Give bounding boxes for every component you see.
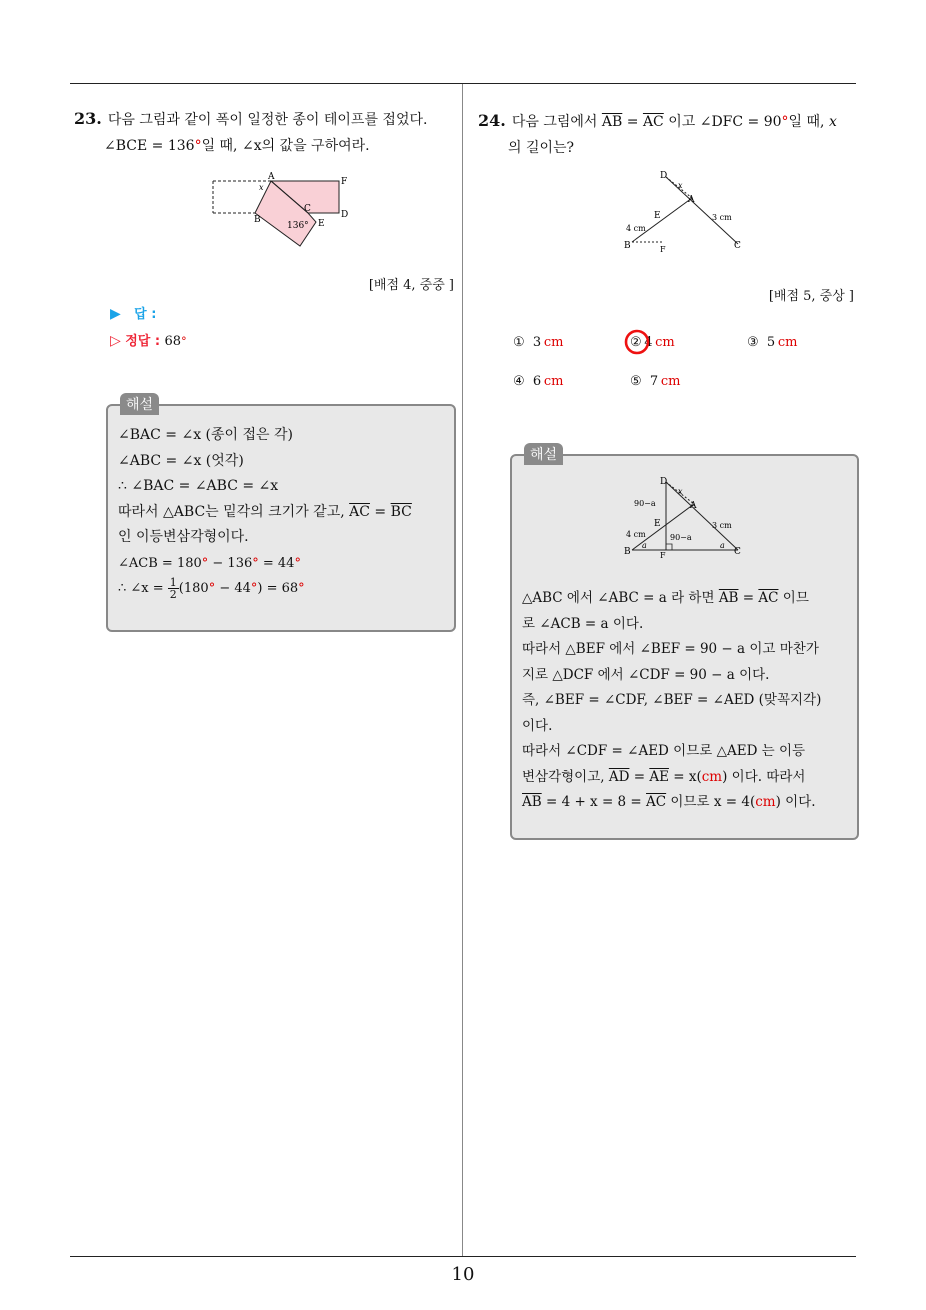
play-icon: ▶ (110, 306, 121, 322)
svg-text:D: D (660, 171, 668, 181)
label-A: A (268, 172, 275, 182)
svg-text:B: B (624, 241, 631, 251)
label-F: F (341, 177, 348, 187)
bottom-rule (70, 1256, 856, 1257)
svg-text:B: B (624, 547, 631, 557)
top-rule (70, 83, 856, 84)
q23-score: [배점 4, 중중 ] (368, 278, 454, 293)
q23-explanation-body: ∠BAC = ∠x (종이 접은 각) ∠ABC = ∠x (엇각) ∴ ∠BAC = ∠ABC = ∠x 따라서 △ABC는 밑각의 크기가 같고, $\overline{AC} = \overline{BC}$ 인 이등변삼각형이다. ∠ACB = 180° − 136° = 44° ∴ ∠x = $\frac{1}{2}$ (180° − 44°) = 68° (118, 427, 412, 601)
svg-text:3 cm: 3 cm (712, 521, 732, 530)
q23-figure (205, 170, 365, 250)
svg-text:3 cm: 3 cm (712, 213, 732, 222)
q24-explanation-figure (620, 474, 750, 558)
question-number: 23. (74, 109, 102, 128)
svg-text:90−a: 90−a (634, 499, 656, 508)
label-x: x (259, 183, 264, 192)
svg-text:a: a (720, 541, 725, 550)
svg-text:A: A (690, 501, 697, 511)
svg-text:E: E (654, 519, 661, 529)
question-23: 23. 다음 그림과 같이 폭이 일정한 종이 테이프를 접었다. ∠BCE = 136°일 때, ∠x의 값을 구하여라. (74, 109, 428, 154)
svg-text:C: C (734, 241, 741, 251)
svg-text:C: C (734, 547, 741, 557)
label-C: C (304, 204, 311, 214)
choice-5[interactable]: ⑤ 7 cm (630, 374, 681, 389)
label-E: E (318, 219, 325, 229)
svg-text:A: A (688, 195, 695, 205)
svg-text:D: D (660, 477, 668, 487)
correct-value: 68 (164, 334, 182, 349)
triangle-outline-icon: ▷ (110, 333, 121, 349)
q24-score: [배점 5, 중상 ] (768, 289, 854, 304)
svg-text:F: F (660, 551, 666, 558)
svg-text:E: E (654, 211, 661, 221)
svg-text:90−a: 90−a (670, 533, 692, 542)
q23-correct-answer: ▷ 정답 : 68° (110, 333, 187, 349)
question-text: 다음 그림과 같이 폭이 일정한 종이 테이프를 접었다. (107, 112, 428, 128)
q24-explanation-tag: 해설 (524, 443, 563, 465)
selected-answer-circle (623, 328, 653, 356)
choice-4[interactable]: ④ 6 cm (513, 374, 564, 389)
svg-text:x: x (678, 487, 683, 496)
q23-answer: ▶ 답 : (110, 306, 157, 322)
choice-3[interactable]: ③ 5 cm (747, 335, 798, 350)
column-divider (462, 84, 463, 1256)
label-D: D (341, 210, 349, 220)
question-number: 24. (478, 111, 506, 130)
svg-text:a: a (642, 541, 647, 550)
label-angle: 136° (287, 221, 309, 231)
label-B: B (254, 215, 261, 225)
svg-text:4 cm: 4 cm (626, 530, 646, 539)
q24-explanation-body: △ABC 에서 ∠ABC = a 라 하면 $\overline{AB} = \overline{AC}$ 이므 로 ∠ACB = a 이다. 따라서 △BEF 에서 ∠BEF = 90 − a 이고 마찬가 지로 △DCF 에서 ∠CDF = 90 − a 이다. 즉, ∠BEF = ∠CDF, ∠BEF = ∠AED (맞꼭지각) 이다. 따라서 ∠CDF = ∠AED 이므로 △AED 는 이등 변삼각형이고, $\overline{AD} = \overline{AE} = x(cm)$ 이다. 따라서 $\overline{AB} = 4 + x = 8 = \overline{AC}$ 이므로 x = 4(cm) 이다. (522, 590, 822, 810)
question-24: 24. 다음 그림에서 $\overline{AB} = \overline{AC}$ 이고 ∠DFC = 90°일 때, x 의 길이는? (478, 111, 837, 156)
svg-text:x: x (678, 181, 683, 190)
svg-text:F: F (660, 245, 666, 254)
q24-figure (620, 168, 750, 258)
q23-explanation-tag: 해설 (120, 393, 159, 415)
page-number: 10 (451, 1264, 475, 1285)
choice-2[interactable]: ② 4 cm (630, 335, 675, 350)
choice-1[interactable]: ① 3 cm (513, 335, 564, 350)
svg-text:4 cm: 4 cm (626, 224, 646, 233)
